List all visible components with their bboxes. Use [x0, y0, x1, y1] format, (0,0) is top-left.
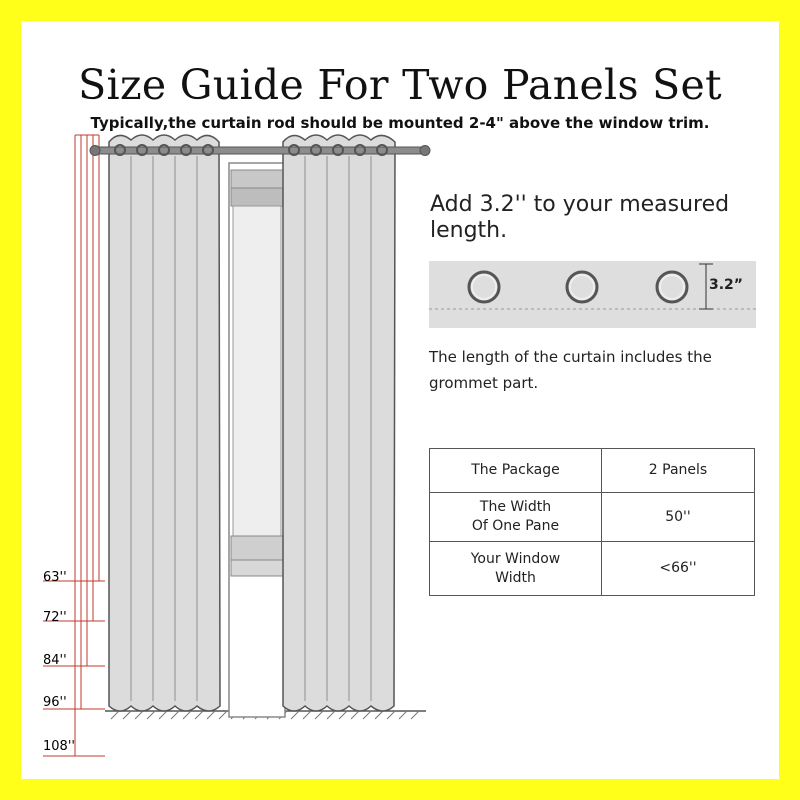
table-cell-text: The Width Of One Pane — [471, 499, 560, 534]
size-guide-card — [21, 21, 779, 779]
table-cell — [602, 542, 755, 596]
length-label-96: 96'' — [43, 695, 67, 710]
curtain-illustration — [21, 21, 779, 779]
grommet-ring-icon — [469, 272, 687, 302]
grommet-add-length-text: Add 3.2'' to your measured length. — [430, 192, 730, 243]
length-label-108: 108'' — [43, 739, 75, 754]
window — [229, 163, 285, 717]
length-label-84: 84'' — [43, 653, 67, 668]
length-label-63: 63'' — [43, 570, 67, 585]
length-label-72: 72'' — [43, 610, 67, 625]
table-cell — [430, 542, 602, 596]
right-curtain-panel — [283, 135, 395, 711]
table-row — [430, 542, 755, 596]
table-row — [430, 493, 755, 542]
table-cell-text: 50'' — [665, 508, 691, 525]
page-title: Size Guide For Two Panels Set — [78, 61, 722, 109]
grommet-note-text: The length of the curtain includes the grommet part. — [429, 348, 712, 392]
grommet-strip-illustration — [429, 261, 756, 328]
table-cell-text: The Package — [471, 462, 560, 478]
table-cell-text: 2 Panels — [648, 462, 708, 478]
table-row — [430, 449, 755, 493]
grommet-dimension-label: 3.2” — [709, 277, 744, 293]
package-spec-table — [429, 448, 755, 596]
page-subtitle: Typically,the curtain rod should be mounted 2-4" above the window trim. — [90, 114, 710, 132]
table-cell — [430, 449, 602, 493]
table-cell-text: Your Window Width — [470, 550, 561, 586]
curtain-rod — [90, 145, 430, 156]
table-cell — [602, 493, 755, 542]
table-cell — [602, 449, 755, 493]
table-cell-text: <66'' — [659, 560, 697, 576]
table-cell — [430, 493, 602, 542]
left-curtain-panel — [109, 135, 220, 711]
grommet-strip — [429, 261, 756, 328]
